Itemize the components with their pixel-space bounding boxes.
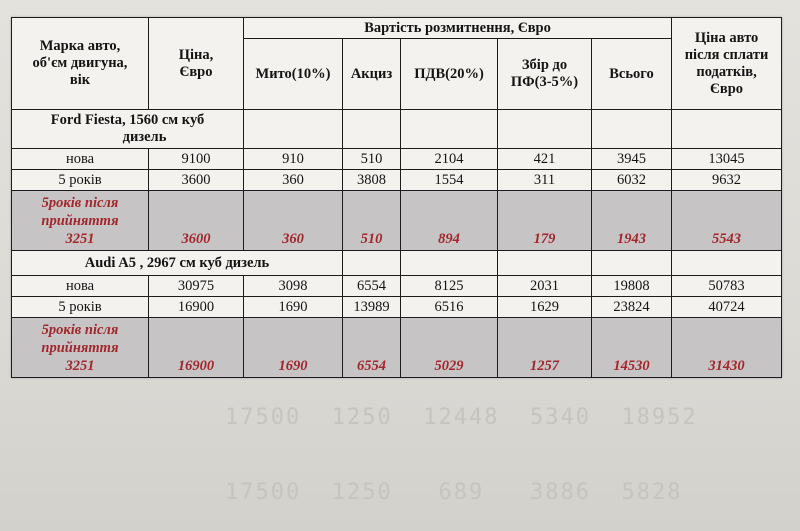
cell-duty: 360 xyxy=(244,191,343,251)
cell-final: 31430 xyxy=(672,318,782,378)
cell-final: 13045 xyxy=(672,149,782,170)
header-price: Ціна, Євро xyxy=(149,18,244,110)
cell-vat: 5029 xyxy=(401,318,498,378)
cell-total: 6032 xyxy=(592,170,672,191)
table-row xyxy=(12,170,782,191)
header-final-price: Ціна авто після сплати податків, Євро xyxy=(672,18,782,110)
cell-excise: 510 xyxy=(343,191,401,251)
model-row-ford xyxy=(12,110,782,149)
cell-final: 5543 xyxy=(672,191,782,251)
cell-duty: 3098 xyxy=(244,276,343,297)
row-label-after-adoption: 5років після прийняття 3251 xyxy=(12,318,149,378)
cell-price: 30975 xyxy=(149,276,244,297)
cell-excise: 3808 xyxy=(343,170,401,191)
header-pension-fee: Збір до ПФ(3-5%) xyxy=(498,39,592,110)
row-label: 5 років xyxy=(12,170,149,191)
row-label: нова xyxy=(12,276,149,297)
cell-price: 16900 xyxy=(149,318,244,378)
table-row-after-adoption xyxy=(12,191,782,251)
header-customs-cost: Вартість розмитнення, Євро xyxy=(244,18,672,39)
cell-total: 23824 xyxy=(592,297,672,318)
cell-final: 40724 xyxy=(672,297,782,318)
cell-price: 9100 xyxy=(149,149,244,170)
cell-vat: 1554 xyxy=(401,170,498,191)
model-title-audi: Audi A5 , 2967 см куб дизель xyxy=(12,251,343,276)
cell-final: 9632 xyxy=(672,170,782,191)
table-row xyxy=(12,276,782,297)
background-ghost-row-1: 17500 1250 12448 5340 18952 xyxy=(225,405,698,430)
cell-pension: 179 xyxy=(498,191,592,251)
cell-vat: 8125 xyxy=(401,276,498,297)
cell-vat: 6516 xyxy=(401,297,498,318)
cell-price: 3600 xyxy=(149,191,244,251)
background-ghost-row-2: 17500 1250 689 3886 5828 xyxy=(225,480,683,505)
cell-duty: 360 xyxy=(244,170,343,191)
table-row xyxy=(12,297,782,318)
header-vat: ПДВ(20%) xyxy=(401,39,498,110)
cell-duty: 1690 xyxy=(244,297,343,318)
cell-vat: 2104 xyxy=(401,149,498,170)
cell-total: 1943 xyxy=(592,191,672,251)
cell-excise: 6554 xyxy=(343,318,401,378)
cell-pension: 311 xyxy=(498,170,592,191)
table-row-after-adoption xyxy=(12,318,782,378)
header-total: Всього xyxy=(592,39,672,110)
cell-total: 19808 xyxy=(592,276,672,297)
cell-pension: 421 xyxy=(498,149,592,170)
cell-excise: 13989 xyxy=(343,297,401,318)
cell-excise: 6554 xyxy=(343,276,401,297)
header-row-group xyxy=(12,18,782,39)
table-row xyxy=(12,149,782,170)
cell-final: 50783 xyxy=(672,276,782,297)
customs-cost-table xyxy=(11,17,782,378)
cell-excise: 510 xyxy=(343,149,401,170)
header-excise: Акциз xyxy=(343,39,401,110)
cell-duty: 910 xyxy=(244,149,343,170)
cell-total: 14530 xyxy=(592,318,672,378)
cell-total: 3945 xyxy=(592,149,672,170)
row-label-after-adoption: 5років після прийняття 3251 xyxy=(12,191,149,251)
cell-pension: 1629 xyxy=(498,297,592,318)
header-duty: Мито(10%) xyxy=(244,39,343,110)
cell-vat: 894 xyxy=(401,191,498,251)
model-row-audi xyxy=(12,251,782,276)
cell-pension: 2031 xyxy=(498,276,592,297)
row-label: 5 років xyxy=(12,297,149,318)
cell-duty: 1690 xyxy=(244,318,343,378)
cell-price: 16900 xyxy=(149,297,244,318)
model-title-ford: Ford Fiesta, 1560 см куб дизель xyxy=(12,110,244,149)
header-brand: Марка авто, об'єм двигуна, вік xyxy=(12,18,149,110)
row-label: нова xyxy=(12,149,149,170)
cell-price: 3600 xyxy=(149,170,244,191)
cell-pension: 1257 xyxy=(498,318,592,378)
